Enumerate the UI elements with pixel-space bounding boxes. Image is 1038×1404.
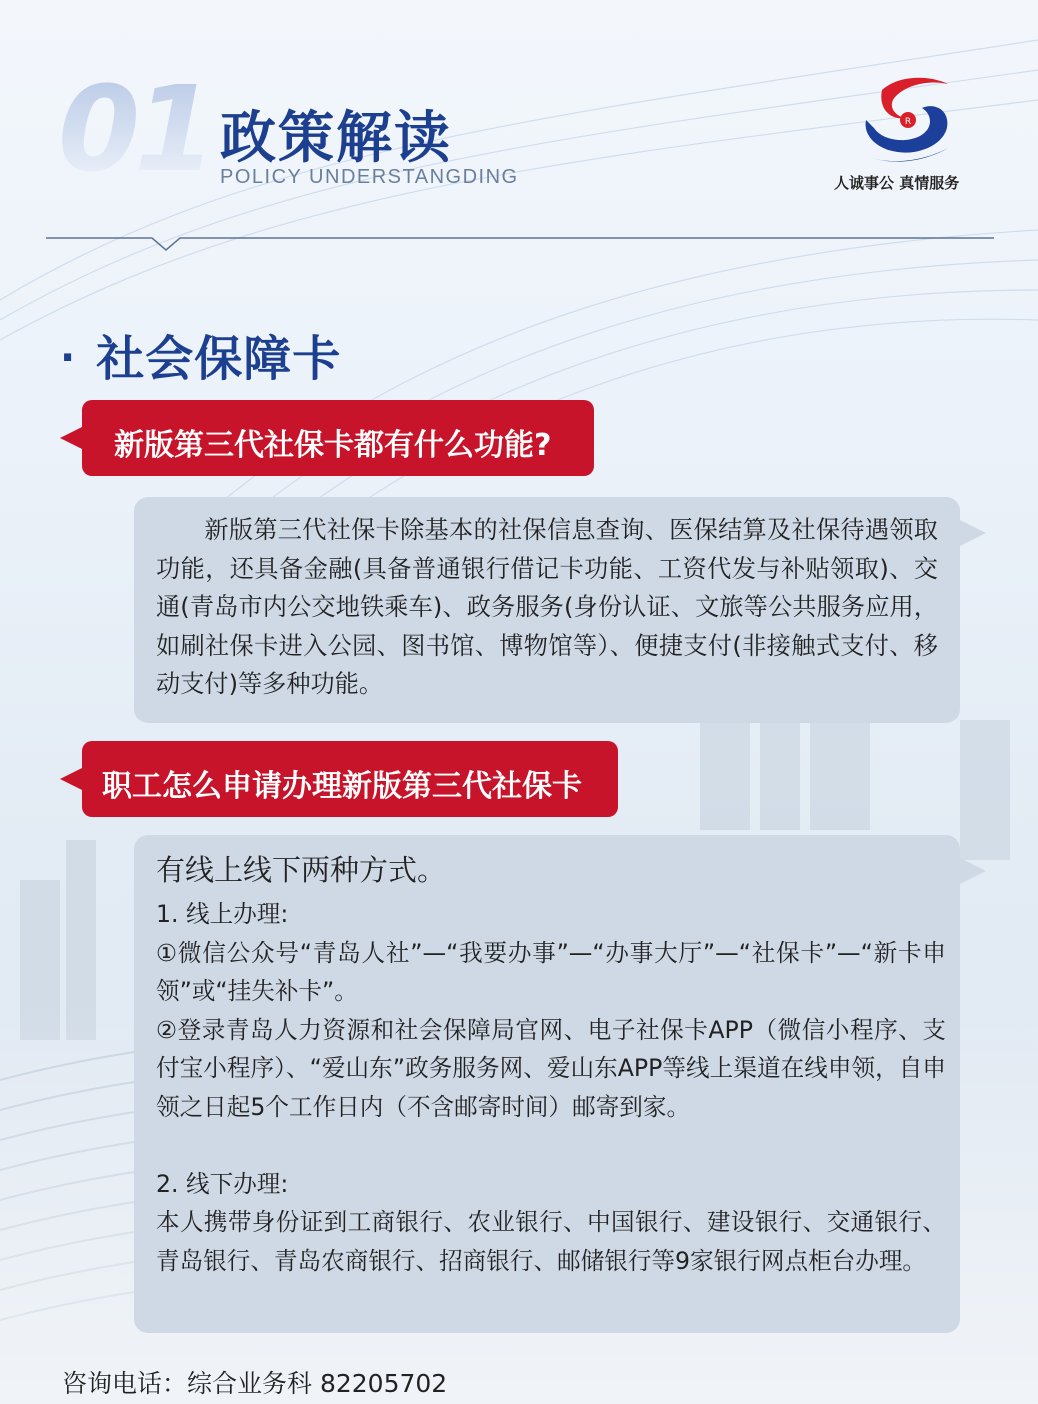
answer-intro: 有线上线下两种方式。	[156, 853, 447, 887]
answer-bubble-1	[134, 497, 960, 723]
page-title: 政策解读	[220, 106, 452, 171]
question-banner-2: 职工怎么申请办理新版第三代社保卡	[82, 741, 618, 817]
svg-text:R: R	[904, 117, 912, 127]
answer-text-1: 新版第三代社保卡除基本的社保信息查询、医保结算及社保待遇领取功能，还具备金融(具备普通银行借记卡功能、工资代发与补贴领取)、交通(青岛市内公交地铁乘车)、政务服务(身份认证、文旅等公共服务应用，如刷社保卡进入公园、图书馆、博物馆等）、便捷支付(非接触式支付、移动支付)等多种功能。	[156, 516, 938, 699]
online-heading: 1. 线上办理:	[156, 900, 289, 928]
bullet-dot-icon: ·	[60, 335, 77, 381]
header-divider	[46, 232, 994, 256]
section-title-text: 社会保障卡	[96, 331, 342, 387]
online-item-2: ②登录青岛人力资源和社会保障局官网、电子社保卡APP（微信小程序、支付宝小程序）、“爱山东”政务服务网、爱山东APP等线上渠道在线申领，自申领之日起5个工作日内（不含邮寄时间）邮寄到家。	[156, 1015, 946, 1121]
slogan: 人诚事公 真情服务	[834, 174, 960, 192]
contact-phone: 咨询电话：综合业务科 82205702	[62, 1369, 448, 1398]
offline-text: 本人携带身份证到工商银行、农业银行、中国银行、建设银行、交通银行、青岛银行、青岛农商银行、招商银行、邮储银行等9家银行网点柜台办理。	[156, 1208, 946, 1275]
answer-bubble-2	[134, 835, 960, 1333]
section-title	[60, 320, 341, 389]
paragraph-gap	[156, 1127, 946, 1165]
bureau-logo-icon	[852, 70, 962, 170]
question-banner-1: 新版第三代社保卡都有什么功能?	[82, 400, 594, 476]
offline-heading: 2. 线下办理:	[156, 1169, 289, 1198]
page-subtitle: POLICY UNDERSTANGDING	[220, 166, 519, 188]
section-number: 01	[58, 60, 211, 198]
online-item-1: ①微信公众号“青岛人社”—“我要办事”—“办事大厅”—“社保卡”—“新卡申领”或“挂失补卡”。	[156, 938, 946, 1006]
